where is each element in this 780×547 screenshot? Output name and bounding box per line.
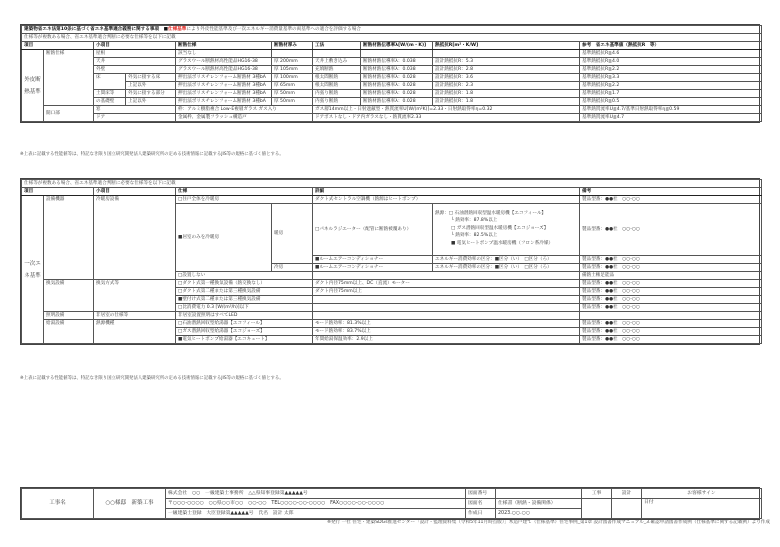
empty-cell — [313, 312, 580, 320]
row-method: 根太間断熱 — [313, 82, 361, 90]
header-detail: 詳細 — [313, 188, 580, 196]
row-spec: 金属枠、金属製フラッシュ構造戸 — [176, 114, 313, 122]
row-thickness: 厚 50mm — [272, 90, 313, 98]
vent-option: □比消費電力 0.3 [W/(m³/h)]以下 — [176, 304, 313, 312]
row-item: 床 — [94, 74, 126, 90]
row-reference: 基準熱抵抗R≧3.3 — [580, 74, 762, 82]
row-spec: 押出法ポリスチレンフォーム断熱材 3種bA — [176, 90, 272, 98]
row-method: 根太間断熱 — [313, 74, 361, 82]
option-none: □設置しない — [176, 272, 313, 280]
table-row — [22, 74, 762, 82]
row-reference: 基準熱貫流率U≦4.7 — [580, 114, 762, 122]
none-note: 備熱土権足能品 — [580, 272, 762, 280]
row-item: の基礎壁 — [94, 98, 126, 106]
row-spec: グラスウール断熱材高性能品HG16-38 — [176, 66, 272, 74]
lighting-label: 照明設備 — [44, 312, 94, 320]
primary-energy-section — [20, 178, 760, 345]
row-lambda: 断熱材熱伝導率λ：0.038 — [361, 58, 433, 66]
header-spec: 断熱仕様 — [176, 42, 272, 50]
construction-col: 工事 — [582, 489, 612, 499]
row-lambda: 断熱材熱伝導率λ：0.028 — [361, 90, 433, 98]
water-detail: モード熱効率：81.3%以上 — [313, 320, 580, 328]
construction-stamp-box[interactable] — [582, 499, 612, 519]
table-row — [22, 90, 762, 98]
header-resistance: 熱抵抗R[m²・K/W] — [433, 42, 580, 50]
empty-cell — [313, 272, 580, 280]
row-item: 天井 — [94, 58, 176, 66]
category-label: 外皮断熱基準 — [22, 50, 44, 122]
row-item: 外壁 — [94, 66, 176, 74]
section-subtitle: 仕様等が複数ある場合、省エネ基準適合判断に必要な仕様等を以下に記載 — [22, 34, 762, 42]
row-spec: 押出法ポリスチレンフォーム断熱材 3種bA — [176, 82, 272, 90]
water-detail: 年間給湯保温効率：2.9以上 — [313, 336, 580, 344]
row-method: 天井上敷き込み — [313, 58, 361, 66]
row-thickness: 厚 105mm — [272, 66, 313, 74]
row-spec: 押出法ポリスチレンフォーム断熱材 3種bA — [176, 74, 272, 82]
row-method: 充填断熱 — [313, 66, 361, 74]
row-item: 土間床等 — [94, 90, 126, 98]
row-lambda: 断熱材熱伝導率λ：0.028 — [361, 98, 433, 106]
table-row — [22, 320, 762, 328]
table-header-row — [22, 42, 762, 50]
row-reference: 基準熱貫流率U≦4.7/基準日射熱取得率η≦0.59 — [580, 106, 762, 114]
heating-label: 暖房 — [272, 204, 313, 264]
ventilation-sub: 換気方式等 — [94, 280, 176, 312]
product-code: 製品型番：●●社 ○○-○○ — [580, 320, 762, 328]
ac-class: エネルギー消費効率の区分：■区分（い） □区分（ろ） — [433, 264, 580, 272]
row-thickness: 厚 200mm — [272, 58, 313, 66]
row-subitem: 外気に接する部分 — [126, 90, 176, 98]
row-resistance: 設計熱抵抗R：5.3 — [433, 58, 580, 66]
water-option: □ガス潜熱回収型給湯器【エコジョーズ】 — [176, 328, 313, 336]
room-ac-heating: ■ルームエアーコンディショナー — [313, 256, 433, 264]
table-row — [22, 58, 762, 66]
group-label-opening: 開口部 — [44, 106, 94, 122]
row-spec: グラスウール断熱材高性能品HG16-38 — [176, 58, 272, 66]
row-resistance: 設計熱抵抗R：1.8 — [433, 98, 580, 106]
hvac-label: 冷暖房設備 — [94, 196, 176, 280]
product-code: 製品型番：●●社 ○○-○○ — [580, 336, 762, 344]
envelope-insulation-section — [20, 24, 760, 123]
row-method — [313, 50, 361, 58]
section1-footnote: ※上表に記載する性能値等は、特記なき限り国立研究開発法人建築研究所の定める技術情報に記載するJIS等の規格に基づく値とする。 — [20, 152, 284, 157]
table-header-row — [22, 188, 762, 196]
row-item: 屋根 — [94, 50, 176, 58]
group-label: 設備機器 — [44, 196, 94, 280]
row-subitem: 外気に接する床 — [126, 74, 176, 82]
row-reference: 基準熱抵抗R≧2.2 — [580, 82, 762, 90]
row-item: 窓 — [94, 106, 176, 114]
product-code: 製品型番：●●社 ○○-○○ — [580, 280, 762, 288]
source-citation: ※発行 一社 住宅・建築SDGs推進センター「設計・監理資料集（令和5年11月時点版）」木造戸建て（仕様基準）住宅事例_第1章 設計図書作成マニュアル_3.確認申請図書作成例（仕様基準に関する記載例）より作成 — [327, 520, 770, 525]
window-row — [22, 106, 762, 114]
row-subitem: 上記以外 — [126, 98, 176, 106]
empty-cell — [580, 312, 762, 320]
header-item: 項目 — [22, 42, 94, 50]
category-label: 一次エネ基準 — [22, 196, 44, 344]
drawing-no-value — [496, 489, 582, 499]
drawing-no-label: 図面番号 — [466, 489, 496, 499]
lighting-spec: 非居室設置照明はすべてLED — [176, 312, 313, 320]
product-code: 製品型番：●●社 ○○-○○ — [580, 196, 762, 204]
company-line-1: 株式会社 ○○ 一級建築士事務所 △△県知事登録第▲▲▲▲▲号 — [166, 489, 466, 499]
vent-detail — [313, 304, 580, 312]
header-spec: 仕様 — [176, 188, 313, 196]
vent-option: □ダクト式第一種換気設備（熱交換なし） — [176, 280, 313, 288]
row-reference: 基準熱抵抗R≧4.0 — [580, 58, 762, 66]
panel-radiator: □パネルラジエーター（配管に断熱被覆あり） — [313, 204, 433, 256]
date-label: 作成日 — [466, 509, 496, 519]
row-reference: 基準熱抵抗R≧4.6 — [580, 50, 762, 58]
header-subitem: 小項目 — [94, 42, 176, 50]
door-row — [22, 114, 762, 122]
ventilation-label: 換気設備 — [44, 280, 94, 312]
section-subtitle: 仕様等が複数ある場合、省エネ基準適合判断に必要な仕様等を以下に記載 — [22, 180, 762, 188]
checkbox-marker: ■ — [163, 27, 168, 32]
header-notes: 備考 — [580, 188, 762, 196]
water-option: □石油潜熱回収型給湯器【エコフィール】 — [176, 320, 313, 328]
row-spec: 該当なし — [176, 50, 272, 58]
vent-option: ■壁付け式第二種または第三種換気設備 — [176, 296, 313, 304]
company-line-3: 一級建築士登録 大臣登録第▲▲▲▲▲号 氏名 設計 太郎 — [166, 509, 466, 519]
row-thickness — [272, 50, 313, 58]
product-code: 製品型番：●●社 ○○-○○ — [580, 288, 762, 296]
table-row — [22, 312, 762, 320]
product-code: 製品型番：●●社 ○○-○○ — [580, 304, 762, 312]
date-value: 2023.○○.○○ — [496, 509, 582, 519]
row-resistance: 設計熱抵抗R：2.8 — [433, 66, 580, 74]
vent-detail — [313, 296, 580, 304]
ac-class: エネルギー消費効率の区分：■区分（い） □区分（ろ） — [433, 256, 580, 264]
product-code: 製品型番：●●社 ○○-○○ — [580, 256, 762, 264]
project-label: 工事名 — [22, 489, 94, 519]
cooling-label: 冷房 — [272, 264, 313, 272]
title-highlight: 仕様基準 — [167, 27, 187, 32]
header-subitem: 小項目 — [94, 188, 176, 196]
product-code: 製品型番：●●社 ○○-○○ — [580, 296, 762, 304]
table-row — [22, 280, 762, 288]
table-row — [22, 66, 762, 74]
option-rooms-only: ■居室のみを冷暖房 — [176, 204, 272, 272]
header-method: 工法 — [313, 42, 361, 50]
row-detail: ドアポストなし・ドア内ガラスなし・熱貫流率2.33 — [313, 114, 580, 122]
design-stamp-box[interactable] — [612, 499, 642, 519]
row-resistance — [433, 50, 580, 58]
group-label: 断熱仕様 — [44, 50, 94, 106]
row-thickness: 厚 50mm — [272, 98, 313, 106]
row-reference: 基準熱抵抗R≧0.5 — [580, 98, 762, 106]
row-spec: 押出法ポリスチレンフォーム断熱材 3種bA — [176, 98, 272, 106]
header-thickness: 断熱材厚み — [272, 42, 313, 50]
water-label: 給湯設備 — [44, 320, 94, 344]
row-resistance: 設計熱抵抗R：1.8 — [433, 90, 580, 98]
water-option: ■電気ヒートポンプ給湯器【エコキュート】 — [176, 336, 313, 344]
drawing-name: 仕様書（断熱・設備関係） — [496, 499, 582, 509]
row-lambda: 断熱材熱伝導率λ：0.028 — [361, 82, 433, 90]
row-spec: 枠：アルミ樹脂複合 Low-E複層ガラス ガス入り — [176, 106, 313, 114]
header-reference: 参考 省エネ基準値（熱抵抗R 等） — [580, 42, 762, 50]
vent-detail: ダクト内径75mm以上 — [313, 288, 580, 296]
table-row — [22, 82, 762, 90]
row-thickness: 厚 65mm — [272, 82, 313, 90]
product-code: 製品型番：●●社 ○○-○○ — [580, 204, 762, 256]
table-row — [22, 50, 762, 58]
row-detail: ガス層14mm以上・日射遮蔽型・熱貫流率U[W/(m²K)]=2.33・日射熱取得率η=0.32 — [313, 106, 580, 114]
row-resistance: 設計熱抵抗R：3.6 — [433, 74, 580, 82]
product-code: 製品型番：●●社 ○○-○○ — [580, 264, 762, 272]
table-row — [22, 196, 762, 204]
water-sub: 熱源機種 — [94, 320, 176, 344]
company-line-2: 〒○○○-○○○○ ○○県○○市○○ ○○-○○ TEL○○○○-○○-○○○○ FAX○○○○-○○-○○○○ — [166, 499, 466, 509]
title-rest: により外皮性能基準及び一次エネルギー消費量基準の両基準への適合を評価する場合 — [186, 27, 361, 32]
row-lambda: 断熱材熱伝導率λ：0.038 — [361, 66, 433, 74]
customer-sign-col: お客様サイン — [642, 489, 762, 499]
lighting-sub: 非居室の仕様等 — [94, 312, 176, 320]
title-block — [20, 487, 760, 520]
vent-option: □ダクト式第二種または第三種換気設備 — [176, 288, 313, 296]
option-detail: ダクト式セントラル空調機（熱源はヒートポンプ） — [313, 196, 580, 204]
project-name: ○○様邸 新築工事 — [94, 489, 166, 519]
row-resistance: 設計熱抵抗R：2.3 — [433, 82, 580, 90]
header-item: 項目 — [22, 188, 94, 196]
row-reference: 基準熱抵抗R≧2.2 — [580, 66, 762, 74]
room-ac-cooling: ■ルームエアーコンディショナー — [313, 264, 433, 272]
design-col: 設計 — [612, 489, 642, 499]
header-lambda: 断熱材熱伝導率λ[W/(m・K)] — [361, 42, 433, 50]
row-subitem: 上記以外 — [126, 82, 176, 90]
row-lambda — [361, 50, 433, 58]
row-thickness: 厚 100mm — [272, 74, 313, 82]
row-item: ドア — [94, 114, 176, 122]
row-reference: 基準熱抵抗R≧1.7 — [580, 90, 762, 98]
heat-source-options: 熱源：□ 石油潜熱回収型温水暖房機【エコフィール】 └ 熱効率：87.8%以上 □ ガス潜熱回収型温水暖房機【エコジョーズ】 └ 熱効率：82.5%以上 ■ 電気ヒートポンプ温水暖房機（フロン系冷媒） — [433, 204, 580, 256]
drawing-name-label: 図面名 — [466, 499, 496, 509]
title-bold: 建築物省エネ法第10条に基づく省エネ基準適合義務に関する事項 — [24, 27, 160, 32]
row-lambda: 断熱材熱伝導率λ：0.028 — [361, 74, 433, 82]
section-title — [22, 26, 762, 34]
product-code: 製品型番：●●社 ○○-○○ — [580, 328, 762, 336]
vent-detail: ダクト内径75mm以上、DC（直流）モーター — [313, 280, 580, 288]
sign-date-field[interactable]: 日付 — [642, 499, 762, 519]
row-method: 内張り断熱 — [313, 90, 361, 98]
row-method: 内張り断熱 — [313, 98, 361, 106]
water-detail: モード熱効率：83.7%以上 — [313, 328, 580, 336]
table-row — [22, 98, 762, 106]
section2-footnote: ※上表に記載する性能値等は、特記なき限り国立研究開発法人建築研究所の定める技術情報に記載するJIS等の規格に基づく値とする。 — [20, 376, 284, 381]
option-whole-house: □住戸全体を冷暖房 — [176, 196, 313, 204]
